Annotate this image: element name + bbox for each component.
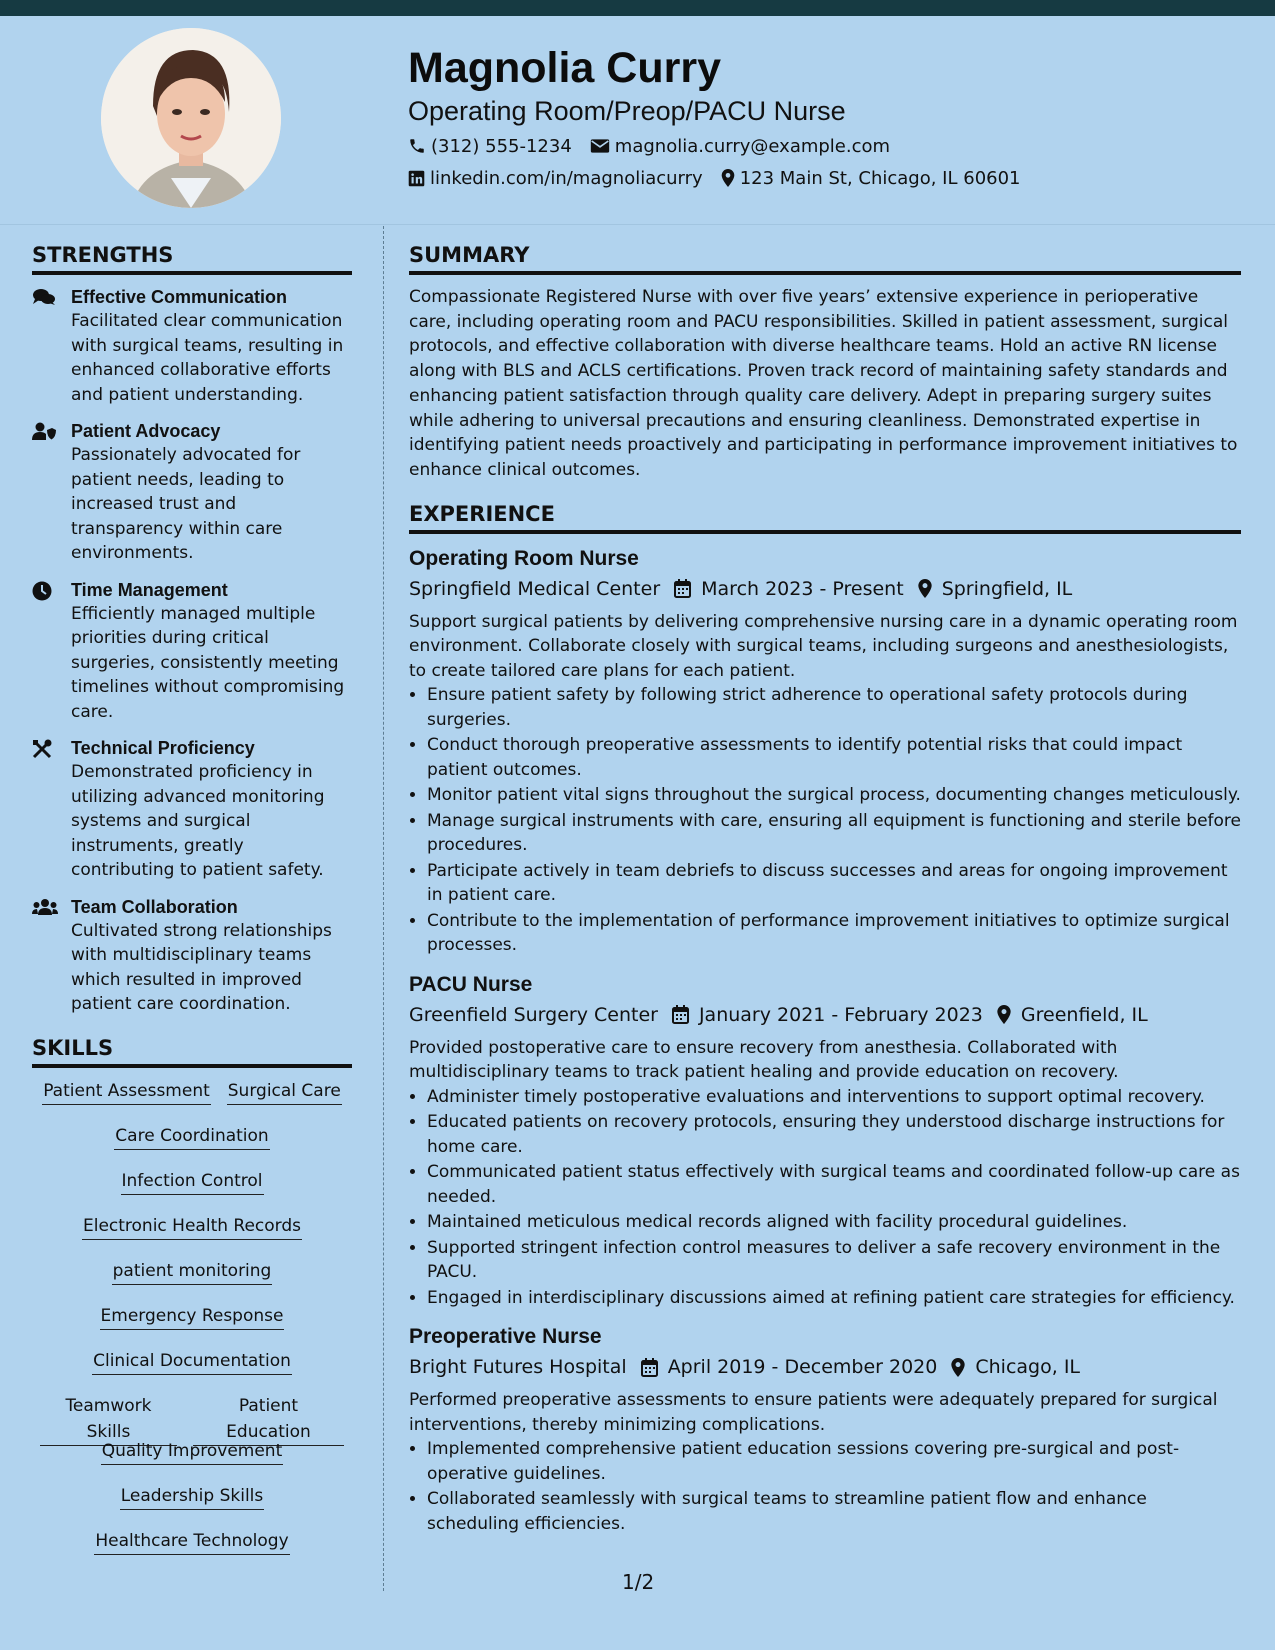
envelope-icon <box>590 138 610 154</box>
list-item: • Collaborated seamlessly with surgical teams to streamline patient flow and enhance scheduling efficiencies. <box>427 1487 1241 1536</box>
list-item: • Ensure patient safety by following strict adherence to operational safety protocols during surgeries. <box>427 683 1241 732</box>
linkedin-link[interactable]: linkedin.com/in/magnoliacurry <box>430 167 703 189</box>
skill-tag: Care Coordination <box>114 1123 269 1150</box>
profile-photo <box>101 28 281 208</box>
clock-icon <box>32 581 52 601</box>
skill-tag: Patient Assessment <box>42 1078 211 1105</box>
user-shield-icon <box>32 422 56 440</box>
job-entry <box>409 970 1241 1311</box>
job-entry <box>409 1322 1241 1536</box>
job-dates: March 2023 - Present <box>701 577 904 600</box>
location-pin-icon <box>721 169 735 187</box>
list-item: • Monitor patient vital signs throughout the surgical process, documenting changes meticulously. <box>427 783 1241 808</box>
skill-tag: Infection Control <box>121 1168 264 1195</box>
job-dates: January 2021 - February 2023 <box>698 1003 983 1026</box>
strength-title: Time Management <box>71 579 228 600</box>
job-position: PACU Nurse <box>409 972 533 996</box>
list-item: • Educated patients on recovery protocols, ensuring they understood discharge instructions for home care. <box>427 1110 1241 1159</box>
skills-heading: SKILLS <box>32 1033 352 1068</box>
candidate-name: Magnolia Curry <box>408 44 721 92</box>
job-company: Bright Futures Hospital <box>409 1356 627 1379</box>
skills-list <box>32 1078 352 1573</box>
header <box>0 16 1275 225</box>
list-item: • Participate actively in team debriefs to discuss successes and areas for ongoing improvement in patient care. <box>427 859 1241 908</box>
strength-description: Efficiently managed multiple priorities during critical surgeries, consistently meeting timelines without compromising care. <box>71 603 345 722</box>
location-pin-icon <box>951 1358 965 1377</box>
strength-description: Cultivated strong relationships with multidisciplinary teams which resulted in improved patient care coordination. <box>71 920 332 1014</box>
strength-title: Technical Proficiency <box>71 738 255 758</box>
skill-tag: Quality Improvement <box>101 1438 284 1465</box>
skill-tag: Electronic Health Records <box>82 1213 302 1240</box>
tools-icon <box>32 739 52 759</box>
job-location: Springfield, IL <box>941 577 1073 600</box>
address: 123 Main St, Chicago, IL 60601 <box>739 167 1021 189</box>
strength-item <box>32 285 352 407</box>
job-position: Preoperative Nurse <box>409 1325 602 1349</box>
list-item: • Contribute to the implementation of performance improvement initiatives to optimize surgical processes. <box>427 909 1241 958</box>
calendar-icon <box>641 1358 658 1377</box>
location-pin-icon <box>997 1005 1011 1024</box>
list-item: • Communicated patient status effectively with surgical teams and coordinated follow-up care as needed. <box>427 1160 1241 1209</box>
skill-tag: Healthcare Technology <box>94 1528 289 1555</box>
strength-description: Passionately advocated for patient needs, leading to increased trust and transparency within care environments. <box>71 445 301 563</box>
skill-tag: Clinical Documentation <box>92 1348 292 1375</box>
strength-item <box>32 419 352 566</box>
strength-title: Team Collaboration <box>71 896 238 917</box>
skill-tag: Leadership Skills <box>120 1483 265 1510</box>
job-description: Performed preoperative assessments to ensure patients were adequately prepared for surgical interventions, thereby minimizing complications. <box>409 1390 1218 1435</box>
job-entry <box>409 544 1241 958</box>
strength-description: Demonstrated proficiency in utilizing advanced monitoring systems and surgical instruments, greatly contributing to patient safety. <box>71 762 325 880</box>
job-bullets <box>409 683 1241 958</box>
job-dates: April 2019 - December 2020 <box>667 1356 938 1379</box>
right-column <box>409 240 1241 1548</box>
job-title: Operating Room/Preop/PACU Nurse <box>408 96 846 126</box>
list-item: • Engaged in interdisciplinary discussions aimed at refining patient care strategies for efficiency. <box>427 1286 1241 1311</box>
strength-title: Effective Communication <box>71 287 288 307</box>
skill-tag: Surgical Care <box>227 1078 342 1105</box>
list-item: • Manage surgical instruments with care, ensuring all equipment is functioning and sterile before procedures. <box>427 809 1241 858</box>
list-item: • Administer timely postoperative evaluations and interventions to support optimal recovery. <box>427 1085 1241 1110</box>
list-item: • Supported stringent infection control measures to deliver a safe recovery environment in the PACU. <box>427 1236 1241 1285</box>
job-bullets <box>409 1437 1241 1536</box>
job-location: Chicago, IL <box>975 1356 1081 1379</box>
linkedin-icon <box>408 170 425 187</box>
job-company: Greenfield Surgery Center <box>409 1003 658 1026</box>
calendar-icon <box>674 579 691 598</box>
job-bullets <box>409 1085 1241 1311</box>
strength-item <box>32 578 352 725</box>
list-item: • Implemented comprehensive patient education sessions covering pre-surgical and post-operative guidelines. <box>427 1437 1241 1486</box>
strength-item <box>32 736 352 883</box>
experience-heading: EXPERIENCE <box>409 499 1241 534</box>
skill-tag: Teamwork Skills <box>40 1393 177 1446</box>
job-location: Greenfield, IL <box>1020 1003 1148 1026</box>
phone-icon <box>408 137 426 155</box>
strengths-heading: STRENGTHS <box>32 240 352 275</box>
skill-tag: patient monitoring <box>112 1258 273 1285</box>
left-column <box>32 240 352 1573</box>
job-description: Support surgical patients by delivering comprehensive nursing care in a dynamic operating room environment. Collaborate closely with surgical teams, including surgeons and anesthesiologists, to create tailored care plans for each patient. <box>409 611 1238 681</box>
skill-tag: Emergency Response <box>100 1303 285 1330</box>
strength-item <box>32 895 352 1017</box>
users-icon <box>32 898 58 916</box>
list-item: • Conduct thorough preoperative assessments to identify potential risks that could impact patient outcomes. <box>427 733 1241 782</box>
summary-text: Compassionate Registered Nurse with over five years’ extensive experience in perioperative care, including operating room and PACU responsibilities. Skilled in patient assessment, surgical protocols, and effective collaboration with diverse healthcare teams. Hold an active RN license along with BLS and ACLS certifications. Proven track record of maintaining safety standards and enhancing patient satisfaction through quality care delivery. Adept in preparing surgery suites while adhering to universal precautions and ensuring cleanliness. Demonstrated expertise in identifying patient needs proactively and participating in performance improvement initiatives to enhance clinical outcomes. <box>409 287 1238 480</box>
location-pin-icon <box>918 579 932 598</box>
page-number: 1/2 <box>622 1570 655 1594</box>
column-divider <box>383 226 384 1591</box>
skill-tag: Patient Education <box>193 1393 344 1446</box>
comments-icon <box>32 288 56 306</box>
job-company: Springfield Medical Center <box>409 577 661 600</box>
job-description: Provided postoperative care to ensure recovery from anesthesia. Collaborated with multidisciplinary teams to track patient healing and provide education on recovery. <box>409 1037 1119 1083</box>
list-item: • Maintained meticulous medical records aligned with facility procedural guidelines. <box>427 1210 1241 1235</box>
top-bar <box>0 0 1275 16</box>
summary-heading: SUMMARY <box>409 240 1241 275</box>
strength-title: Patient Advocacy <box>71 421 221 441</box>
strength-description: Facilitated clear communication with surgical teams, resulting in enhanced collaborative efforts and patient understanding. <box>71 311 344 405</box>
email-link[interactable]: magnolia.curry@example.com <box>614 135 891 157</box>
job-position: Operating Room Nurse <box>409 546 639 570</box>
phone-number[interactable]: (312) 555-1234 <box>431 135 572 157</box>
calendar-icon <box>672 1005 689 1024</box>
